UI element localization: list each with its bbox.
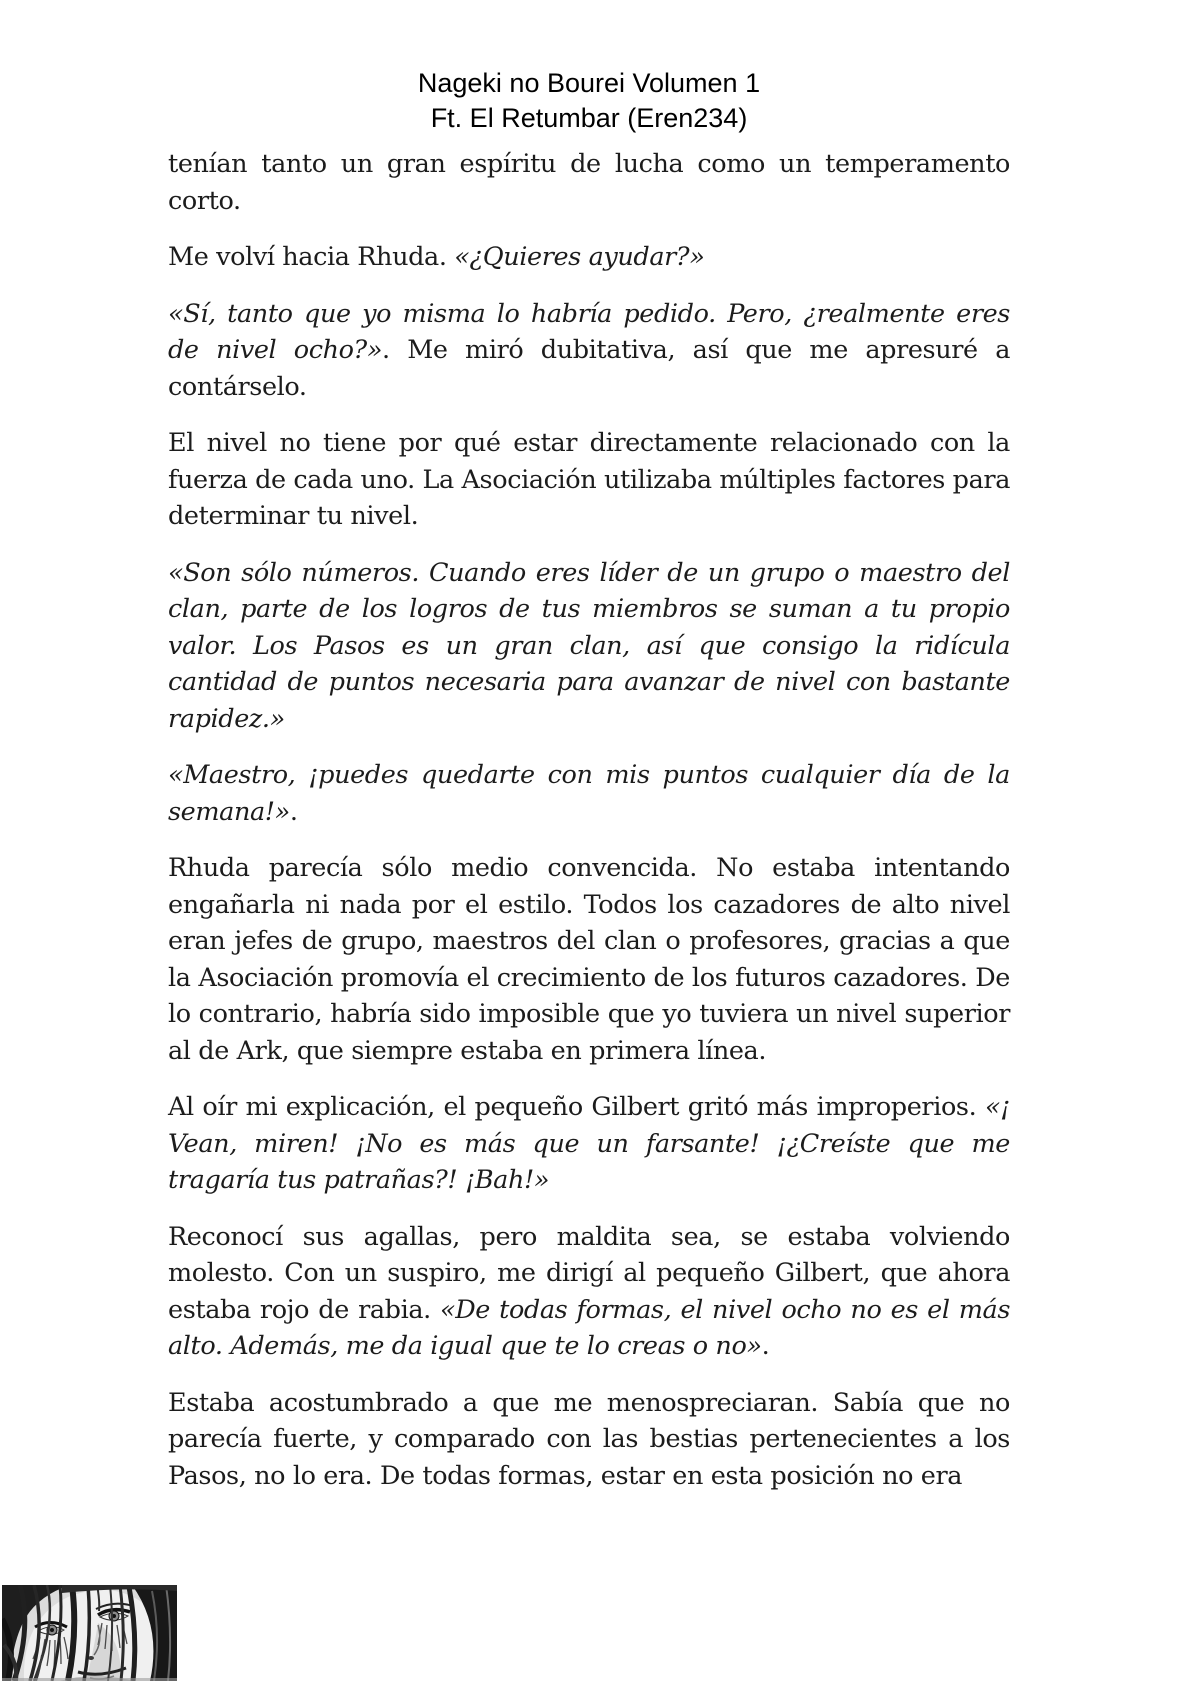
narration-text: tenían tanto un gran espíritu de lucha como un temperamento corto. [168, 149, 1010, 216]
paragraph [168, 146, 1010, 219]
dialogue-text: «Son sólo números. Cuando eres líder de un grupo o maestro del clan, parte de los logros de tus miembros se suman a tu propio valor. Los Pasos es un gran clan, así que consigo la ridícula cantidad de puntos necesaria para avanzar de nivel con bastante rapidez.» [168, 557, 1010, 734]
narration-text: Me volví hacia Rhuda. [168, 242, 455, 272]
title-line-2: Ft. El Retumbar (Eren234) [430, 103, 748, 133]
narration-text: . Me miró dubitativa, así que me apresuré a contárselo. [168, 335, 1010, 402]
document-body [168, 146, 1010, 1514]
page-header [168, 66, 1010, 136]
narration-text: Estaba acostumbrado a que me menospreciaran. Sabía que no parecía fuerte, y comparado con las bestias pertenecientes a los Pasos, no lo era. De todas formas, estar en esta posición no era [168, 1387, 1010, 1491]
dialogue-text: «De todas formas, el nivel ocho no es el más alto. Además, me da igual que te lo creas o no» [168, 1294, 1011, 1361]
paragraph [168, 555, 1010, 738]
dialogue-text: «Sí, tanto que yo misma lo habría pedido. Pero, ¿realmente eres de nivel ocho?» [168, 298, 1010, 365]
title-line-1: Nageki no Bourei Volumen 1 [417, 68, 761, 98]
dialogue-text: «¿Quieres ayudar?» [454, 242, 705, 272]
paragraph [168, 1385, 1010, 1495]
narration-text: Al oír mi explicación, el pequeño Gilbert gritó más improperios. [168, 1092, 985, 1122]
paragraph [168, 239, 1010, 276]
paragraph [168, 296, 1010, 406]
narration-text: Rhuda parecía sólo medio convencida. No estaba intentando engañarla ni nada por el estilo. Todos los cazadores de alto nivel eran jefes de grupo, maestros del clan o profesores, gracias a que la Asociación promovía el crecimiento de los futuros cazadores. De lo contrario, habría sido imposible que yo tuviera un nivel superior al de Ark, que siempre estaba en primera línea. [168, 853, 1010, 1066]
narration-text: . [289, 796, 298, 827]
manga-face-illustration [2, 1585, 177, 1681]
paragraph [168, 425, 1010, 535]
dialogue-text: «Maestro, ¡puedes quedarte con mis puntos cualquier día de la semana!» [168, 760, 1010, 827]
paragraph [168, 1219, 1010, 1365]
dialogue-text: «¡ Vean, miren! ¡No es más que un farsante! ¡¿Creíste que me tragaría tus patrañas?! ¡Bah!» [168, 1092, 1010, 1195]
narration-text: El nivel no tiene por qué estar directamente relacionado con la fuerza de cada uno. La Asociación utilizaba múltiples factores para determinar tu nivel. [168, 428, 1010, 531]
narration-text: . [761, 1331, 770, 1361]
paragraph [168, 1089, 1010, 1199]
paragraph [168, 850, 1010, 1069]
paragraph [168, 757, 1010, 830]
illustration-bottom-edge [2, 1678, 177, 1681]
narration-text: Reconocí sus agallas, pero maldita sea, se estaba volviendo molesto. Con un suspiro, me dirigí al pequeño Gilbert, que ahora estaba rojo de rabia. [168, 1221, 1010, 1325]
